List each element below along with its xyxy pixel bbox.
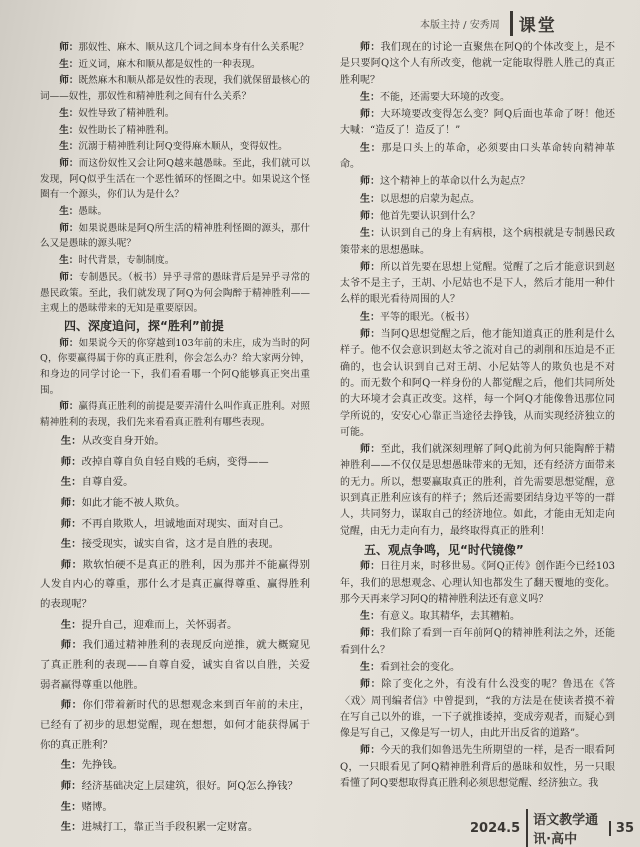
dialogue-paragraph xyxy=(40,473,310,493)
dialogue-text: 接受现实，诚实自省，这才是自胜的表现。 xyxy=(81,538,279,551)
speaker-label: 师： xyxy=(360,628,381,640)
dialogue-text: 我们除了看到一百年前阿Q的精神胜利法之外，还能看到什么？ xyxy=(340,628,616,656)
dialogue-text: 赢得真正胜利的前提是要弄清什么叫作真正胜利。对照精神胜利的表现，我们先来看看真正胜利有哪些表现。 xyxy=(40,401,311,429)
speaker-label: 生： xyxy=(360,661,380,673)
dialogue-text: 提升自己，迎难而上，关怀弱者。 xyxy=(81,618,238,631)
dialogue-paragraph xyxy=(340,260,615,309)
dialogue-text: 认识到自己的身上有病根，这个病根就是专制愚民政策带来的思想愚昧。 xyxy=(340,228,616,256)
section-heading: 四、深度追问，探“胜利”前提 xyxy=(64,318,224,333)
dialogue-text: 经济基础决定上层建筑，很好。阿Q怎么挣钱？ xyxy=(81,780,298,793)
speaker-label: 师： xyxy=(360,444,381,456)
dialogue-text: 如果说愚昧是阿Q所生活的精神胜利怪圈的源头，那什么又是愚昧的源头呢？ xyxy=(40,222,310,250)
speaker-label: 生： xyxy=(60,434,82,447)
dialogue-text: 赌博。 xyxy=(81,800,113,813)
dialogue-text: 改掉自尊自负自轻自贱的毛病，变得—— xyxy=(81,455,269,468)
dialogue-text: 如果说今天的你穿越到103年前的未庄，成为当时的阿Q，你要赢得属于你的真正胜利，你会怎么办？给大家两分钟，和身边的同学讨论一下，我们看看哪一个阿Q能够真正突出重围。 xyxy=(40,337,310,396)
dialogue-text: 欺软怕硬不是真正的胜利，因为那并不能赢得别人发自内心的尊重，那什么才是真正赢得尊重、赢得胜利的表现呢？ xyxy=(40,558,311,611)
speaker-label: 生： xyxy=(360,228,381,240)
speaker-label: 生： xyxy=(360,142,382,154)
speaker-label: 生： xyxy=(60,759,82,772)
right-column xyxy=(340,40,615,793)
speaker-label: 师： xyxy=(60,558,83,571)
dialogue-paragraph xyxy=(340,141,615,174)
speaker-label: 师： xyxy=(360,210,380,222)
speaker-label: 师： xyxy=(360,745,381,757)
speaker-label: 师： xyxy=(360,109,381,121)
page-footer xyxy=(470,813,634,847)
dialogue-text: 既然麻木和顺从都是奴性的表现，我们就保留最核心的词——奴性，那奴性和精神胜利之间有什么关系？ xyxy=(40,75,311,103)
dialogue-paragraph xyxy=(40,40,310,56)
dialogue-paragraph xyxy=(340,226,615,259)
speaker-label: 生： xyxy=(360,91,380,103)
speaker-label: 师： xyxy=(60,455,82,468)
dialogue-paragraph xyxy=(40,204,310,220)
dialogue-paragraph xyxy=(40,556,310,615)
dialogue-text: 平等的眼光。（板书） xyxy=(380,311,475,323)
dialogue-paragraph xyxy=(340,174,615,190)
speaker-label: 生： xyxy=(60,476,82,489)
speaker-label: 师： xyxy=(360,261,381,273)
speaker-label: 生： xyxy=(60,618,82,631)
dialogue-text: 奴性助长了精神胜利。 xyxy=(78,124,175,136)
dialogue-text: 日往月来，时移世易。《阿Q正传》创作距今已经103年，我们的思想观念、心理认知也都发生了翻天覆地的变化。那今天再来学习阿Q的精神胜利法还有意义吗？ xyxy=(340,561,615,605)
speaker-label: 生： xyxy=(360,611,380,623)
dialogue-paragraph xyxy=(340,209,615,225)
dialogue-text: 先挣钱。 xyxy=(81,759,124,772)
dialogue-paragraph xyxy=(340,743,615,792)
dialogue-paragraph xyxy=(340,192,615,208)
speaker-label: 师： xyxy=(360,329,381,341)
speaker-label: 生： xyxy=(60,821,82,834)
speaker-label: 师： xyxy=(59,75,79,87)
dialogue-paragraph xyxy=(340,660,615,676)
dialogue-paragraph xyxy=(40,139,310,155)
dialogue-text: 沉溺于精神胜利让阿Q变得麻木顺从，变得奴性。 xyxy=(78,141,288,153)
dialogue-text: 不能，还需要大环境的改变。 xyxy=(380,91,510,103)
speaker-label: 师： xyxy=(360,561,381,573)
dialogue-paragraph xyxy=(340,40,615,89)
dialogue-text: 以思想的启蒙为起点。 xyxy=(380,193,480,205)
speaker-label: 师： xyxy=(60,639,83,652)
speaker-label: 生： xyxy=(59,206,79,218)
dialogue-text: 除了变化之外，有没有什么没变的呢？鲁迅在《答〈戏〉周刊编者信》中曾提到，“我的方法是在使读者摸不着在写自己以外的谁，一下子就推诿掉，变成旁观者，而疑心到像是写自己，又像是写一切人，由此开出反省的道路”。 xyxy=(340,679,616,740)
dialogue-paragraph xyxy=(40,515,310,535)
speaker-label: 师： xyxy=(59,157,79,169)
speaker-label: 师： xyxy=(59,337,79,349)
dialogue-text: 那奴性、麻木、顺从这几个词之间本身有什么关系呢？ xyxy=(78,42,309,53)
dialogue-text: 那是口头上的革命，必须要由口头革命转向精神革命。 xyxy=(340,142,616,171)
speaker-label: 师： xyxy=(360,42,381,53)
dialogue-text: 奴性导致了精神胜利。 xyxy=(78,107,175,119)
speaker-label: 师： xyxy=(60,780,82,793)
speaker-label: 生： xyxy=(59,58,79,70)
dialogue-text: 今天的我们如鲁迅先生所期望的一样，是否一眼看阿Q，一只眼看见了阿Q精神胜利背后的愚昧和奴性，另一只眼看懂了阿Q要想取得真正胜利必须思想觉醒、经济独立。我 xyxy=(340,745,616,790)
dialogue-text: 至此，我们就深刻理解了阿Q此前为何只能陶醉于精神胜利——不仅仅是思想愚昧带来的无知，还有经济方面带来的无力。所以，想要赢取真正的胜利，首先需要思想觉醒，意识到真正胜利应该有的样子；然后还需要团结身边平等的一群人，共同努力，谋取自己的经济地位。如此，才能由无知走向觉醒，由无力走向有力，最终取得真正的胜利！ xyxy=(340,444,616,537)
dialogue-paragraph xyxy=(40,432,310,452)
dialogue-paragraph xyxy=(40,123,310,139)
dialogue-text: 专制愚民。（板书）异乎寻常的愚昧背后是异乎寻常的愚民政策。至此，我们就发现了阿Q为何会陶醉于精神胜利——主观上的愚昧带来的无知是重要原因。 xyxy=(40,271,311,315)
dialogue-text: 不再自欺欺人，坦诚地面对现实、面对自己。 xyxy=(81,517,290,530)
dialogue-paragraph xyxy=(340,90,615,106)
page-header xyxy=(420,8,640,38)
dialogue-paragraph xyxy=(40,616,310,636)
speaker-label: 生： xyxy=(360,311,380,323)
dialogue-paragraph xyxy=(340,677,615,742)
speaker-label: 生： xyxy=(360,193,380,205)
dialogue-paragraph xyxy=(40,453,310,473)
speaker-label: 生： xyxy=(60,538,82,551)
dialogue-paragraph xyxy=(40,106,310,122)
dialogue-paragraph xyxy=(340,327,615,441)
journal-name: 语文教学通讯·高中 xyxy=(526,809,603,847)
dialogue-paragraph xyxy=(340,626,615,659)
speaker-label: 师： xyxy=(59,401,79,413)
dialogue-paragraph xyxy=(40,494,310,514)
speaker-label: 师： xyxy=(59,42,79,53)
speaker-label: 生： xyxy=(59,255,79,267)
dialogue-text: 大环境要改变得怎么变？阿Q后面也革命了呀！他还大喊：“造反了！造反了！” xyxy=(340,109,616,137)
dialogue-paragraph xyxy=(40,336,310,399)
dialogue-text: 这个精神上的革命以什么为起点？ xyxy=(380,176,530,188)
dialogue-text: 而这份奴性又会让阿Q越来越愚昧。至此，我们就可以发现，阿Q似乎生活在一个恶性循环的怪圈之中。如果说这个怪圈有一个源头，你们认为是什么？ xyxy=(40,157,310,201)
dialogue-paragraph xyxy=(40,221,310,252)
speaker-label: 师： xyxy=(360,679,382,691)
dialogue-paragraph xyxy=(340,107,615,140)
speaker-label: 生： xyxy=(59,141,79,153)
dialogue-text: 自尊自爱。 xyxy=(81,476,134,489)
dialogue-paragraph xyxy=(40,636,310,695)
speaker-label: 师： xyxy=(59,271,79,283)
dialogue-paragraph xyxy=(340,310,615,326)
dialogue-text: 所以首先要在思想上觉醒。觉醒了之后才能意识到赵太爷不是主子，王胡、小尼姑也不是下人，然后才能用一种什么样的眼光看待周围的人？ xyxy=(340,261,616,306)
speaker-label: 师： xyxy=(60,699,83,712)
dialogue-text: 从改变自身开始。 xyxy=(81,434,165,447)
dialogue-paragraph xyxy=(340,559,615,608)
dialogue-paragraph xyxy=(340,442,615,540)
dialogue-text: 如此才能不被人欺负。 xyxy=(81,496,186,509)
speaker-label: 生： xyxy=(59,107,79,119)
dialogue-paragraph xyxy=(40,777,310,797)
dialogue-text: 我们现在的讨论一直聚焦在阿Q的个体改变上，是不是只要阿Q这个人有所改变，他就一定能取得胜人胜己的真正胜利呢？ xyxy=(340,42,616,86)
dialogue-text: 看到社会的变化。 xyxy=(380,661,460,673)
dialogue-text: 当阿Q思想觉醒之后，他才能知道真正的胜利是什么样子。他不仅会意识到赵太爷之流对自己的剥削和压迫是不正确的，也会认识到自己对王胡、小尼姑等人的欺负也是不对的。而无数个和阿Q一样身份的人都觉醒之后，他们共同所处的大环境才会真正改变。这样，每一个阿Q才能像鲁迅那位同学所说的，安安心心靠正当途径去挣钱，从而实现经济独立的可能。 xyxy=(340,329,616,438)
dialogue-paragraph xyxy=(40,156,310,203)
dialogue-text: 你们带着新时代的思想观念来到百年前的未庄，已经有了初步的思想觉醒，现在想想，如何才能获得属于你的真正胜利？ xyxy=(40,699,311,751)
dialogue-paragraph xyxy=(40,399,310,430)
dialogue-text: 愚昧。 xyxy=(78,206,108,218)
issue-date: 2024.5 xyxy=(470,820,521,836)
speaker-label: 师： xyxy=(360,176,380,188)
page-number: 35 xyxy=(609,821,634,836)
speaker-label: 生： xyxy=(60,800,82,813)
section-heading: 五、观点争鸣，见“时代镜像” xyxy=(364,542,524,557)
dialogue-paragraph xyxy=(40,818,310,838)
dialogue-paragraph xyxy=(40,57,310,73)
section-title: 课堂 xyxy=(510,11,557,36)
speaker-label: 师： xyxy=(60,496,82,509)
dialogue-paragraph xyxy=(40,73,310,104)
speaker-label: 师： xyxy=(60,517,82,530)
dialogue-text: 他首先要认识到什么？ xyxy=(380,210,480,222)
dialogue-paragraph xyxy=(40,270,310,317)
dialogue-text: 时代背景，专制制度。 xyxy=(78,255,175,267)
dialogue-paragraph xyxy=(40,756,310,776)
speaker-label: 生： xyxy=(59,124,79,136)
dialogue-text: 我们通过精神胜利的表现反向逆推，就大概窥见了真正胜利的表现——自尊自爱，诚实自省以自胜，关爱弱者赢得尊重以他胜。 xyxy=(40,639,311,691)
editors-credit: 本版主持 / 安秀周 xyxy=(420,19,500,31)
dialogue-text: 近义词，麻木和顺从都是奴性的一种表现。 xyxy=(78,58,261,70)
dialogue-paragraph xyxy=(340,609,615,625)
dialogue-paragraph xyxy=(40,696,310,755)
dialogue-paragraph xyxy=(40,535,310,555)
dialogue-text: 有意义。取其精华，去其糟粕。 xyxy=(380,611,520,623)
left-column xyxy=(40,40,310,839)
dialogue-text: 进城打工，靠正当手段积累一定财富。 xyxy=(81,821,259,834)
dialogue-paragraph xyxy=(40,253,310,269)
dialogue-paragraph xyxy=(40,798,310,818)
speaker-label: 师： xyxy=(59,222,79,234)
